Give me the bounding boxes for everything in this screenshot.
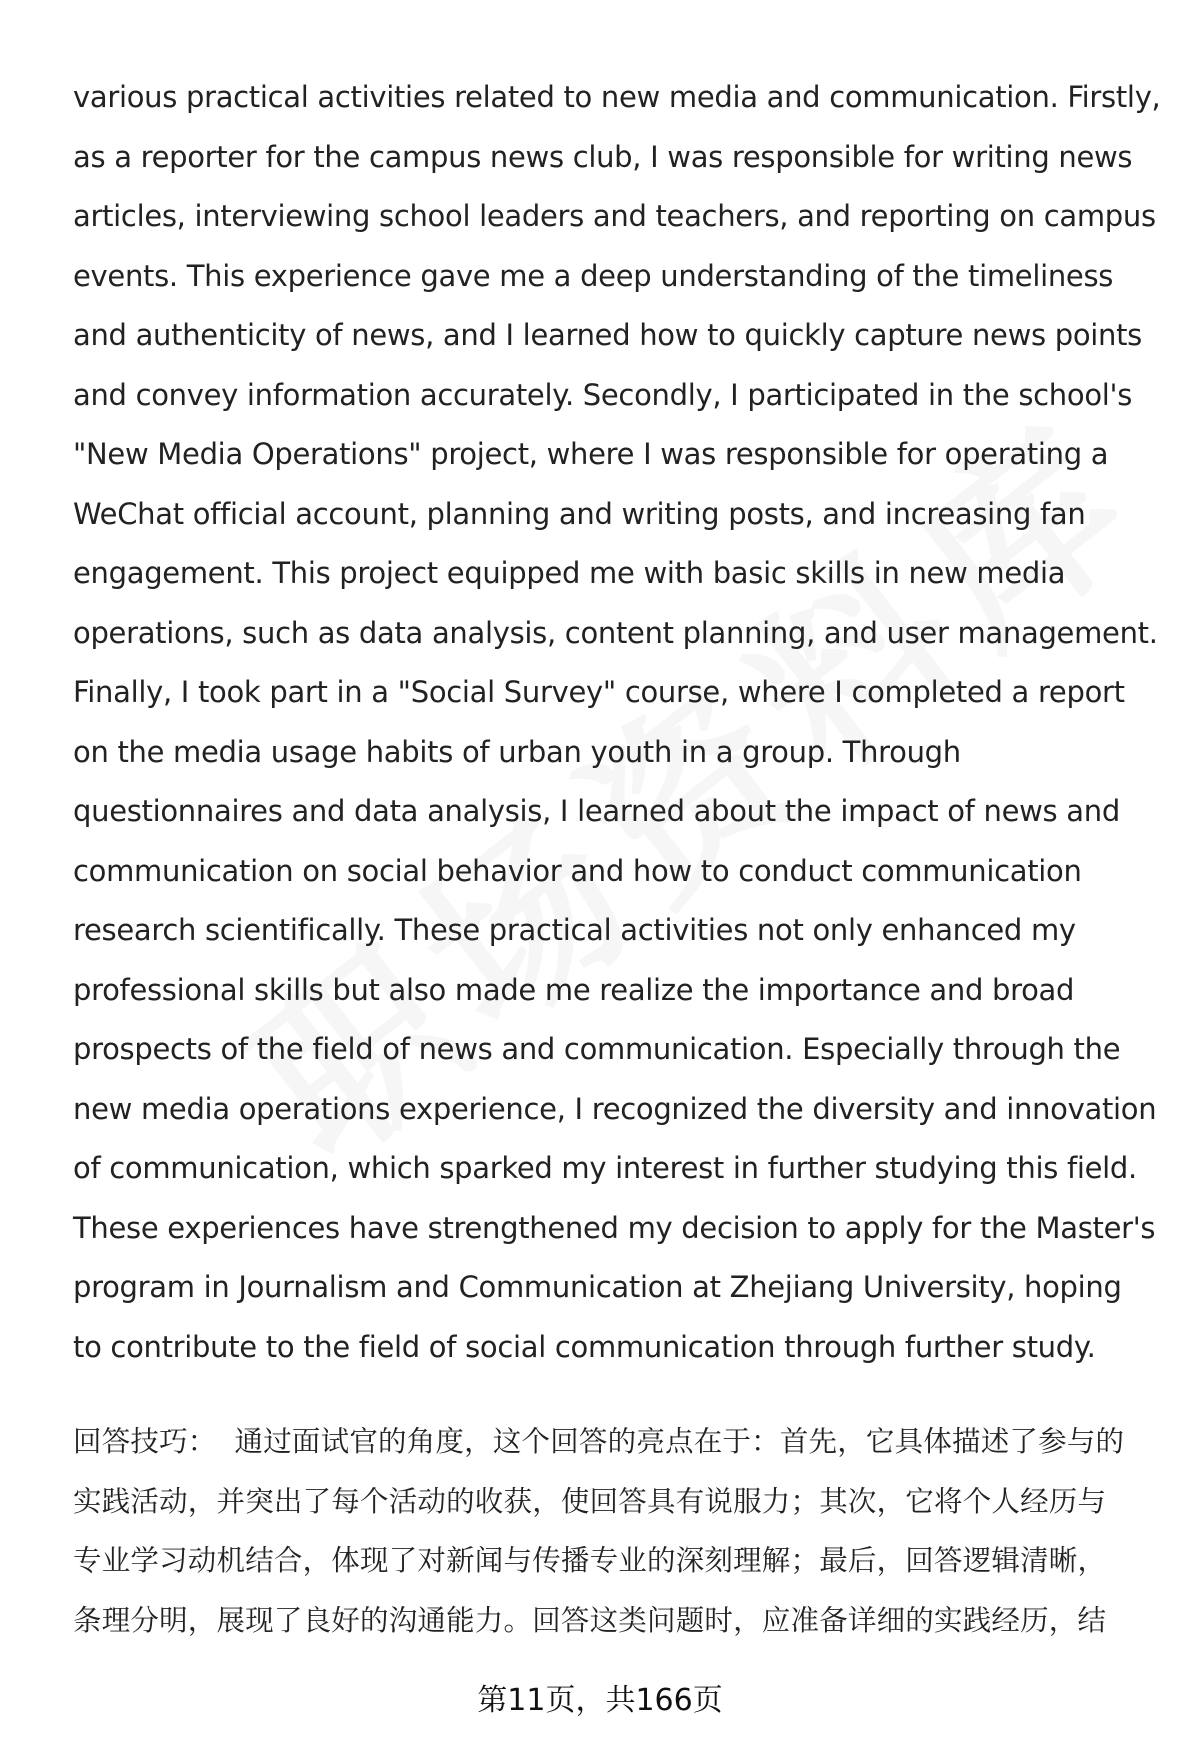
- answer-line: questionnaires and data analysis, I learned about the impact of news and: [73, 794, 1120, 828]
- answer-line: engagement. This project equipped me with basic skills in new media: [73, 556, 1066, 590]
- answer-line: communication on social behavior and how to conduct communication: [73, 853, 1082, 888]
- answer-line: Finally, I took part in a "Social Survey" course, where I completed a report: [73, 675, 1125, 709]
- tips-label: 回答技巧：: [73, 1425, 217, 1458]
- answer-line: WeChat official account, planning and writing posts, and increasing fan: [73, 496, 1086, 531]
- answer-line: and authenticity of news, and I learned how to quickly capture news points: [73, 318, 1142, 352]
- answer-line: to contribute to the field of social communication through further study.: [73, 1329, 1096, 1364]
- answer-line: new media operations experience, I recognized the diversity and innovation: [73, 1091, 1157, 1126]
- answer-line: operations, such as data analysis, content planning, and user management.: [73, 615, 1158, 650]
- answer-line: research scientifically. These practical activities not only enhanced my: [73, 913, 1076, 947]
- tips-line: 条理分明，展现了良好的沟通能力。回答这类问题时，应准备详细的实践经历，结: [73, 1603, 1107, 1637]
- page-number-footer: 第11页，共166页: [477, 1683, 723, 1718]
- answer-line: "New Media Operations" project, where I was responsible for operating a: [73, 437, 1109, 471]
- answer-line: professional skills but also made me realize the importance and broad: [73, 972, 1075, 1007]
- answer-line: various practical activities related to new media and communication. Firstly,: [73, 80, 1161, 114]
- tips-first-line: [73, 1412, 1163, 1472]
- answer-line: program in Journalism and Communication at Zhejiang University, hoping: [73, 1270, 1122, 1304]
- answer-line: events. This experience gave me a deep understanding of the timeliness: [73, 258, 1114, 293]
- answer-line: as a reporter for the campus news club, I was responsible for writing news: [73, 139, 1133, 174]
- answer-line: These experiences have strengthened my decision to apply for the Master's: [73, 1210, 1156, 1245]
- answer-line: on the media usage habits of urban youth in a group. Through: [73, 734, 961, 769]
- answer-paragraph: [73, 68, 1161, 1377]
- answer-line: of communication, which sparked my interest in further studying this field.: [73, 1151, 1137, 1185]
- answer-tips-section: [73, 1412, 1163, 1650]
- tips-line: 专业学习动机结合，体现了对新闻与传播专业的深刻理解；最后，回答逻辑清晰，: [73, 1544, 1107, 1577]
- answer-line: and convey information accurately. Secondly, I participated in the school's: [73, 377, 1133, 412]
- answer-line: articles, interviewing school leaders and teachers, and reporting on campus: [73, 199, 1156, 233]
- tips-line: 实践活动，并突出了每个活动的收获，使回答具有说服力；其次，它将个人经历与: [73, 1484, 1107, 1518]
- tips-text: 通过面试官的角度，这个回答的亮点在于：首先，它具体描述了参与的: [234, 1425, 1125, 1458]
- answer-line: prospects of the field of news and communication. Especially through the: [73, 1032, 1121, 1066]
